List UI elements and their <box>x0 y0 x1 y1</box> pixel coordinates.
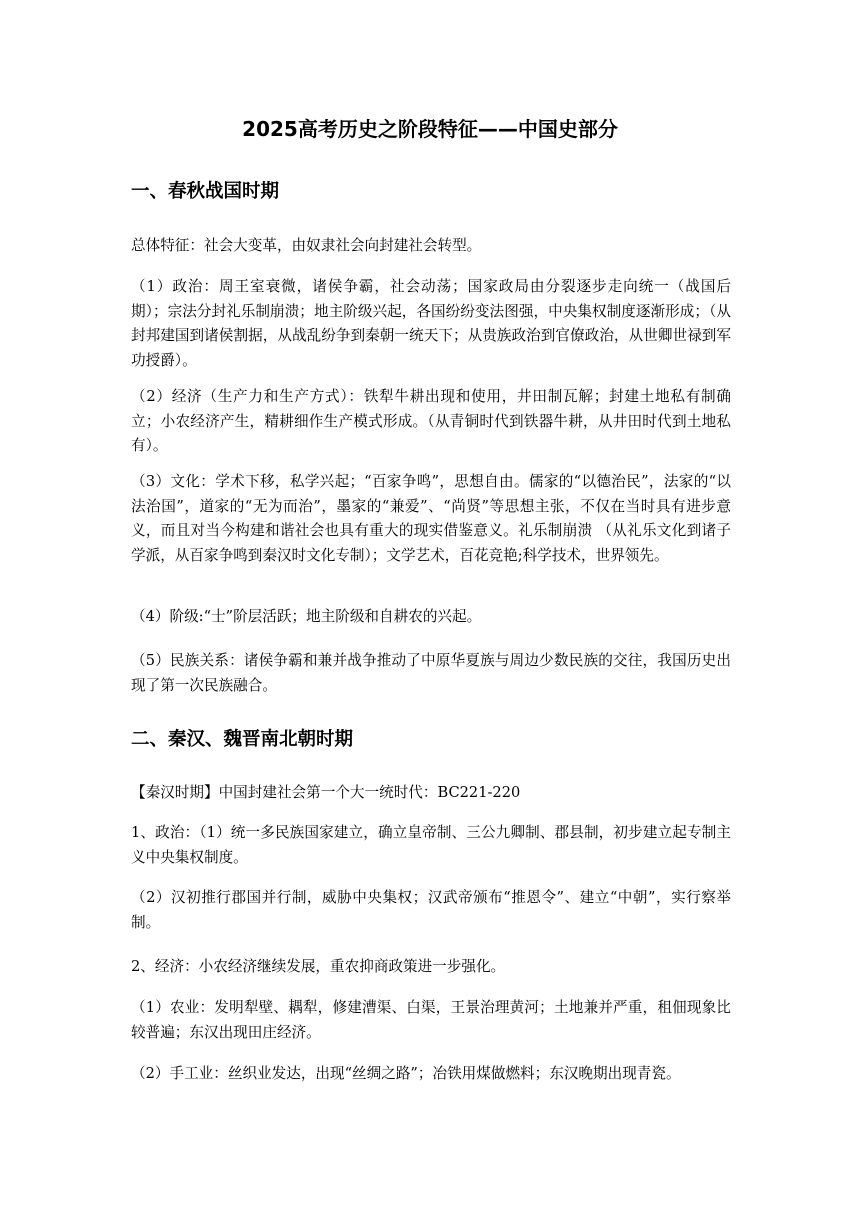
qin-han-economy-paragraph: 2、经济：小农经济继续发展，重农抑商政策进一步强化。 <box>131 958 506 975</box>
section-heading-spring-autumn: 一、春秋战国时期 <box>131 181 280 202</box>
agriculture-paragraph: （1）农业：发明犁壁、耦犁，修建漕渠、白渠，王景治理黄河；土地兼并严重，租佃现象比较普遍；东汉出现田庄经济。 <box>131 999 731 1041</box>
economy-paragraph: （2）经济（生产力和生产方式）：铁犁牛耕出现和使用，井田制瓦解；封建土地私有制确立；小农经济产生，精耕细作生产模式形成。（从青铜时代到铁器牛耕，从井田时代到土地私有）。 <box>131 388 731 454</box>
class-paragraph: （4）阶级:“士”阶层活跃；地主阶级和自耕农的兴起。 <box>131 608 482 625</box>
handicraft-paragraph: （2）手工业：丝织业发达，出现“丝绸之路”；冶铁用煤做燃料；东汉晚期出现青瓷。 <box>131 1065 681 1082</box>
qin-han-intro-paragraph: 【秦汉时期】中国封建社会第一个大一统时代：BC221-220 <box>131 784 521 801</box>
overall-feature-paragraph: 总体特征：社会大变革，由奴隶社会向封建社会转型。 <box>131 237 482 254</box>
culture-paragraph: （3）文化：学术下移，私学兴起；“百家争鸣”，思想自由。儒家的“以德治民”，法家的“以法治国”，道家的“无为而治”，墨家的“兼爱”、“尚贤”等思想主张，不仅在当时具有进步意义，而且对当今构建和谐社会也具有重大的现实借鉴意义。礼乐制崩溃 （从礼乐文化到诸子学派，从百家争鸣到秦汉时文化专制）；文学艺术，百花竞艳;科学技术，世界领先。 <box>131 473 731 564</box>
section-heading-qin-han: 二、秦汉、魏晋南北朝时期 <box>131 729 354 750</box>
politics-paragraph: （1）政治：周王室衰微，诸侯争霸，社会动荡；国家政局由分裂逐步走向统一（战国后期）；宗法分封礼乐制崩溃；地主阶级兴起，各国纷纷变法图强，中央集权制度逐渐形成；（从封邦建国到诸侯割据，从战乱纷争到秦朝一统天下；从贵族政治到官僚政治，从世卿世禄到军功授爵）。 <box>131 278 731 369</box>
ethnic-relations-paragraph: （5）民族关系：诸侯争霸和兼并战争推动了中原华夏族与周边少数民族的交往，我国历史出现了第一次民族融合。 <box>131 652 731 694</box>
document-title: 2025高考历史之阶段特征——中国史部分 <box>242 117 618 141</box>
qin-han-politics-paragraph: 1、政治：（1）统一多民族国家建立，确立皇帝制、三公九卿制、郡县制，初步建立起专制主义中央集权制度。 <box>131 824 731 866</box>
han-early-policy-paragraph: （2）汉初推行郡国并行制，威胁中央集权；汉武帝颁布“推恩令”、建立“中朝”，实行察举制。 <box>131 889 731 931</box>
